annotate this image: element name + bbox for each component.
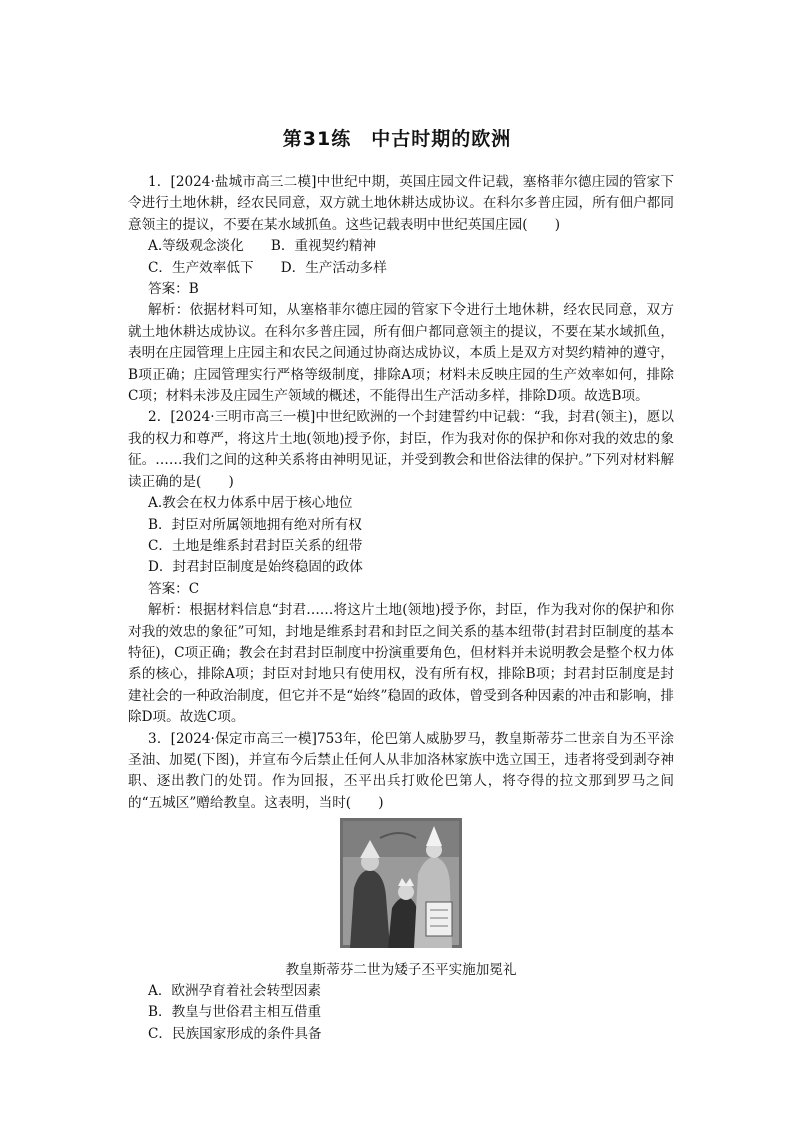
option-c: C．民族国家形成的条件具备 bbox=[148, 1025, 322, 1042]
page-title: 第31练 中古时期的欧洲 bbox=[282, 128, 512, 150]
option-a: A．欧洲孕育着社会转型因素 bbox=[148, 983, 321, 999]
analysis-text: 解析：依据材料可知，从塞格菲尔德庄园的管家下令进行土地休耕，经农民同意，双方就土地休耕达成协议。在科尔多普庄园，所有佃户都同意领主的提议，不要在某水域抓鱼，表明在庄园管理上庄园主和农民之间通过协商达成协议，本质上是双方对契约精神的遵守，B项正确；庄园管理实行严格等级制度，排除A项；材料未反映庄园的生产效率如何，排除C项；材料未涉及庄园生产领域的概述，不能得出生产活动多样，排除D项。故选B项。 bbox=[128, 302, 674, 405]
answer-line: 答案：B bbox=[148, 281, 199, 298]
question-stem: 3．[2024·保定市高三一模]753年，伦巴第人威胁罗马，教皇斯蒂芬二世亲自为丕平涂圣油、加冕(下图)，并宣布今后禁止任何人从非加洛林家族中选立国王，违者将受到剥夺神职、逐出教门的处罚。作为回报，丕平出兵打败伦巴第人，将夺得的拉文那到罗马之间的“五城区”赠给教皇。这表明，当时( ) bbox=[128, 730, 674, 811]
content bbox=[128, 172, 674, 1045]
coronation-illustration-image bbox=[340, 818, 462, 948]
question-3 bbox=[128, 729, 674, 1046]
figure-caption: 教皇斯蒂芬二世为矮子丕平实施加冕礼 bbox=[285, 961, 517, 978]
question-2 bbox=[128, 407, 674, 728]
option-b: B．教皇与世俗君主相互借重 bbox=[148, 1004, 322, 1021]
option-b: B．封臣对所属领地拥有绝对所有权 bbox=[148, 516, 362, 533]
question-stem: 1．[2024·盐城市高三二模]中世纪中期，英国庄园文件记载，塞格菲尔德庄园的管家下令进行土地休耕，经农民同意，双方就土地休耕达成协议。在科尔多普庄园，所有佃户都同意领主的提议，不要在某水域抓鱼。这些记载表明中世纪英国庄园( ) bbox=[128, 174, 674, 233]
question-1 bbox=[128, 172, 674, 407]
option-line: A.等级观念淡化 B．重视契约精神 bbox=[148, 238, 377, 255]
analysis-text: 解析：根据材料信息“封君……将这片土地(领地)授予你，封臣，作为我对你的保护和你对我的效忠的象征”可知，封地是维系封君和封臣之间关系的基本纽带(封君封臣制度的基本特征)，C项正确；教会在封君封臣制度中扮演重要角色，但材料并未说明教会是整个权力体系的核心，排除A项；封臣对封地只有使用权，没有所有权，排除B项；封君封臣制度是封建社会的一种政治制度，但它并不是“始终”稳固的政体，曾受到各种因素的冲击和影响，排除D项。故选C项。 bbox=[128, 602, 674, 726]
option-d: D．封君封臣制度是始终稳固的政体 bbox=[148, 559, 363, 576]
option-line: C．生产效率低下 D．生产活动多样 bbox=[148, 259, 387, 276]
question-stem: 2．[2024·三明市高三一模]中世纪欧洲的一个封建誓约中记载：“我，封君(领主)，愿以我的权力和尊严，将这片土地(领地)授予你，封臣，作为我对你的保护和你对我的效忠的象征。……我们之间的这种关系将由神明见证，并受到教会和世俗法律的保护。”下列对材料解读正确的是( ) bbox=[128, 409, 674, 490]
figure bbox=[128, 818, 674, 955]
answer-line: 答案：C bbox=[148, 580, 200, 597]
option-a: A.教会在权力体系中居于核心地位 bbox=[148, 495, 353, 512]
option-c: C．土地是维系封君封臣关系的纽带 bbox=[148, 537, 363, 554]
